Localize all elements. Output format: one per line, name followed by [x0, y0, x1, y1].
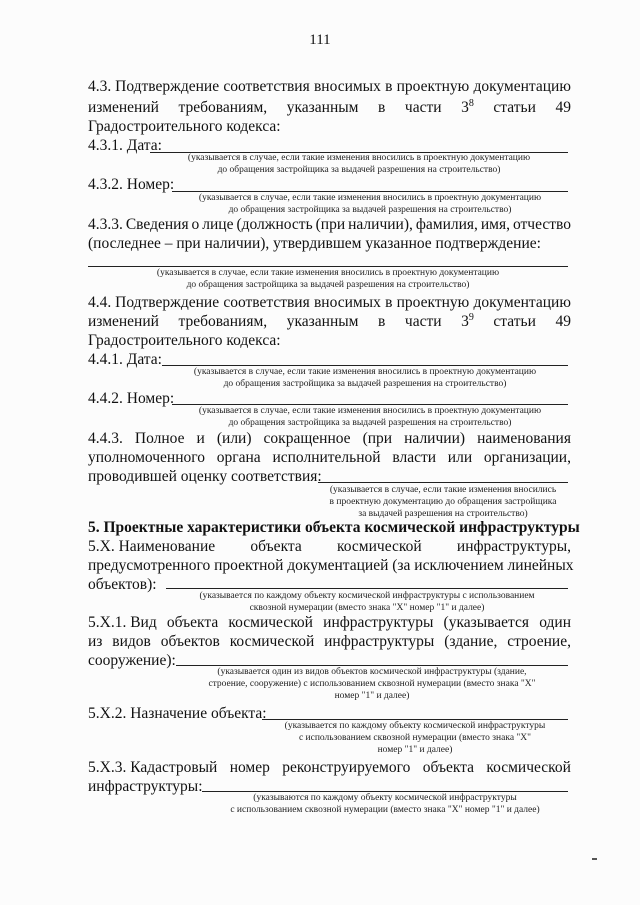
s44-line3: Градостроительного кодекса:: [88, 332, 281, 349]
s442-label: 4.4.2. Номер:: [88, 390, 175, 407]
s431-label: 4.3.1. Дата:: [88, 137, 162, 154]
s5x3-line1: 5.Х.3. Кадастровый номер реконструируемого объекта космической: [88, 759, 571, 776]
s44-line1: 4.4. Подтверждение соответствия вносимых в проектную документацию: [88, 294, 571, 311]
s5x2-note: (указывается по каждому объекту космической инфраструктуры с использованием сквозной нумерации (вместо знака "Х" номер "1" и далее): [284, 721, 546, 755]
s5x-fill-line: [166, 588, 568, 589]
s44-line2: изменений требованиям, указанным в части $3^9$ статьи 49: [88, 311, 571, 330]
s5x1-line1: 5.Х.1. Вид объекта космической инфраструктуры (указывается один: [88, 614, 571, 631]
s433-note: (указывается в случае, если такие изменения вносились в проектную документацию до обращения застройщика за выдачей разрешения на строительство): [156, 268, 500, 290]
s5x3-line2: инфраструктуры:: [88, 778, 203, 795]
s443-fill-line: [318, 482, 568, 483]
s443-line3: проводившей оценку соответствия:: [88, 468, 322, 485]
s5x-line3: объектов):: [88, 576, 157, 593]
s433-line1: 4.3.3. Сведения о лице (должность (при наличии), фамилия, имя, отчество: [88, 216, 571, 233]
s5x2-label: 5.Х.2. Назначение объекта:: [88, 705, 267, 722]
s443-line2: уполномоченного органа исполнительной власти или организации,: [88, 449, 571, 466]
s5x-note: (указывается по каждому объекту космической инфраструктуры с использованием сквозной нумерации (вместо знака "Х" номер "1" и далее): [199, 591, 535, 613]
article-part: $3^8$: [461, 97, 474, 116]
s431-note: (указывается в случае, если такие изменения вносились в проектную документацию до обращения застройщика за выдачей разрешения на строительство): [187, 153, 531, 175]
s5x3-note: (указываются по каждому объекту космической инфраструктуры с использованием сквозной нумерации (вместо знака "Х" номер "1" и далее): [230, 793, 540, 815]
s43-line2: изменений требованиям, указанным в части $3^8$ статьи 49: [88, 97, 571, 116]
s432-label: 4.3.2. Номер:: [88, 176, 175, 193]
s443-note: (указывается в случае, если такие изменения вносились в проектную документацию до обращения застройщика за выдачей разрешения на строительство): [329, 485, 557, 519]
s43-line1: 4.3. Подтверждение соответствия вносимых в проектную документацию: [88, 78, 571, 95]
s5x-line2: предусмотренного проектной документацией (за исключением линейных: [88, 557, 574, 574]
s5x1-line3: сооружение):: [88, 652, 176, 669]
scan-speck: [592, 858, 597, 860]
s43-line3: Градостроительного кодекса:: [88, 118, 281, 135]
section-5-heading: 5. Проектные характеристики объекта космической инфраструктуры: [88, 519, 580, 536]
s432-note: (указывается в случае, если такие изменения вносились в проектную документацию до обращения застройщика за выдачей разрешения на строительство): [198, 193, 542, 215]
s441-note: (указывается в случае, если такие изменения вносились в проектную документацию до обращения застройщика за выдачей разрешения на строительство): [193, 367, 537, 389]
s443-line1: 4.4.3. Полное и (или) сокращенное (при наличии) наименования: [88, 430, 571, 447]
s5x-line1: 5.Х. Наименование объекта космической инфраструктуры,: [88, 538, 571, 555]
s5x1-line2: из видов объектов космической инфраструктуры (здание, строение,: [88, 633, 571, 650]
s441-label: 4.4.1. Дата:: [88, 351, 162, 368]
s5x1-note: (указывается один из видов объектов космической инфраструктуры (здание, строение, сооружение) с использованием сквозной нумерации (вместо знака "Х" номер "1" и далее): [208, 667, 536, 701]
s433-line2: (последнее – при наличии), утвердившем указанное подтверждение:: [88, 235, 541, 252]
article-part: $3^9$: [461, 311, 474, 330]
s442-note: (указывается в случае, если такие изменения вносились в проектную документацию до обращения застройщика за выдачей разрешения на строительство): [198, 406, 542, 428]
page-number: 111: [309, 32, 331, 48]
